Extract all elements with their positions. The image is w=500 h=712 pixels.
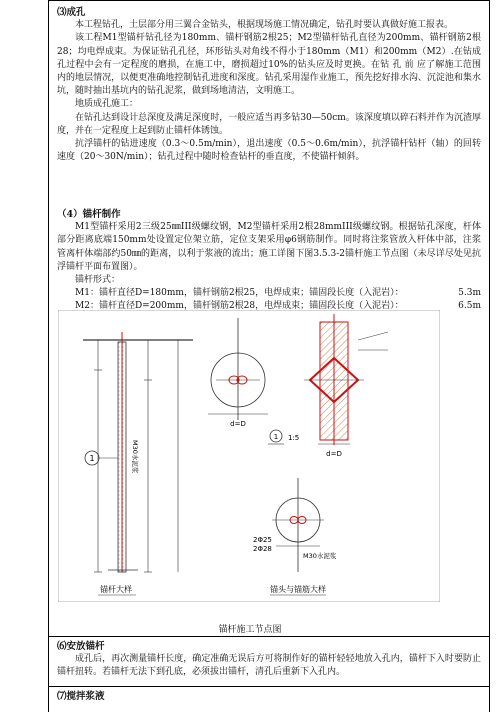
grout-label: M30水泥浆 — [303, 552, 337, 560]
section-heading: ⑹安放锚杆 — [57, 641, 105, 652]
anchor-head-section — [253, 478, 337, 595]
row-divider — [48, 686, 489, 687]
drawing-svg — [58, 310, 440, 602]
section-heading: （4）锚杆制作 — [57, 209, 121, 220]
scale-mark — [268, 430, 299, 444]
figure-caption: 锚杆施工节点图 — [218, 625, 282, 635]
section-drilling — [57, 6, 481, 164]
bar-label: 2Φ28 — [253, 545, 272, 553]
paragraph: 本工程钻孔，土层部分用三翼合金钻头，根据现场施工情况确定，钻孔时要认真做好施工报表。 — [75, 20, 454, 31]
paragraph: 成孔后，再次测量锚杆长度，确定准确无误后方可将制作好的锚杆轻轻地放入孔内，锚杆下入时要防止锚杆扭转。若锚杆无法下到孔底，必须拔出锚杆，清孔后重新下入孔内。 — [57, 654, 481, 678]
paragraph: 锚杆形式： — [75, 275, 121, 286]
paragraph: M1型锚杆采用2三级25㎜III级螺纹钢，M2型锚杆采用2根28mmIII级螺纹钢。根据钻孔深度，杆体部分距离底端150mm处设置定位架立筋，定位支架采用φ6钢筋制作。同时将注浆管放入杆体中部，注浆管离杆体端部约50㎜的距离，以利于浆液的流出；施工详图下图3.5.3-2锚杆施工节点图（未尽详尽处见抗浮锚杆平面布置图）。 — [57, 222, 481, 272]
left-margin-column — [0, 0, 48, 712]
grout-label: M30水泥浆 — [131, 440, 139, 474]
scale-text: 1:5 — [288, 434, 300, 442]
spec-value: 6.5m — [458, 301, 481, 312]
spec-value: 5.3m — [458, 288, 481, 299]
section-install-anchor — [57, 640, 481, 680]
anchor-detail-drawing — [58, 310, 440, 602]
scale-circle-number: 1 — [273, 433, 279, 441]
column-with-anchor-head — [304, 314, 388, 458]
spec-row-m1 — [57, 287, 481, 300]
paragraph: 地质成孔施工： — [75, 99, 139, 110]
anchor-elevation — [83, 332, 193, 595]
anchor-cross-section — [208, 318, 268, 428]
top-rule — [48, 0, 489, 1]
section-heading: ⑺搅拌浆液 — [57, 691, 105, 702]
row-divider — [48, 636, 489, 637]
drawing-border — [58, 310, 440, 602]
paragraph: 抗浮锚杆的钻进速度（0.3～0.5m/min），退出速度（0.5～0.6m/min），抗浮锚杆钻杆（轴）的回转速度（20～30N/min）；钻孔过程中随时检查钻杆的垂直度，不使锚杆倾斜。 — [57, 139, 481, 163]
bar-label: 2Φ25 — [253, 536, 272, 544]
section-heading: ⑶成孔 — [57, 7, 86, 18]
dimension-label: d=D — [326, 450, 342, 458]
paragraph: 在钻孔达到设计总深度及满足深度时，一般应适当再多钻30—50cm。该深度填以碎石料并作为沉渣厚度，并在一定程度上起到防止锚杆体锈蚀。 — [57, 112, 481, 136]
anchor-sample-title: 锚杆大样 — [100, 585, 132, 594]
paragraph: 该工程M1型锚杆钻孔径为180mm、锚杆钢筋2根25；M2型锚杆钻孔直径为200mm、锚杆钢筋2根28；均电焊成束。为保证钻孔孔径，环形钻头对角线不得小于180mm（M1）和200mm（M2）.在钻成孔过程中会有一定程度的磨损，在施工中，磨损超过10%的钻头应及时更换。在钻 孔 前 应了解施工范围内的地层情况，以便更准确地控制钻孔进度和深度。钻孔采用湿作业施工，预先挖好排水沟、沉淀池和集水坑，随时抽出基坑内的钻孔泥浆，做到场地清洁，文明施工。 — [57, 33, 481, 97]
callout-number: 1 — [89, 454, 95, 463]
dimension-label: d=D — [230, 420, 246, 428]
section-mix-grout — [57, 690, 481, 703]
spec-text: M2：锚杆直径D=200mm，锚杆钢筋2根28，电焊成束；锚固段长度（入泥岩）： — [75, 301, 404, 312]
section-anchor-making — [57, 208, 481, 314]
spec-text: M1：锚杆直径D=180mm，锚杆钢筋2根25，电焊成束；锚固段长度（入泥岩）： — [75, 288, 404, 299]
anchor-head-title: 锚头与锚筋大样 — [270, 585, 326, 594]
